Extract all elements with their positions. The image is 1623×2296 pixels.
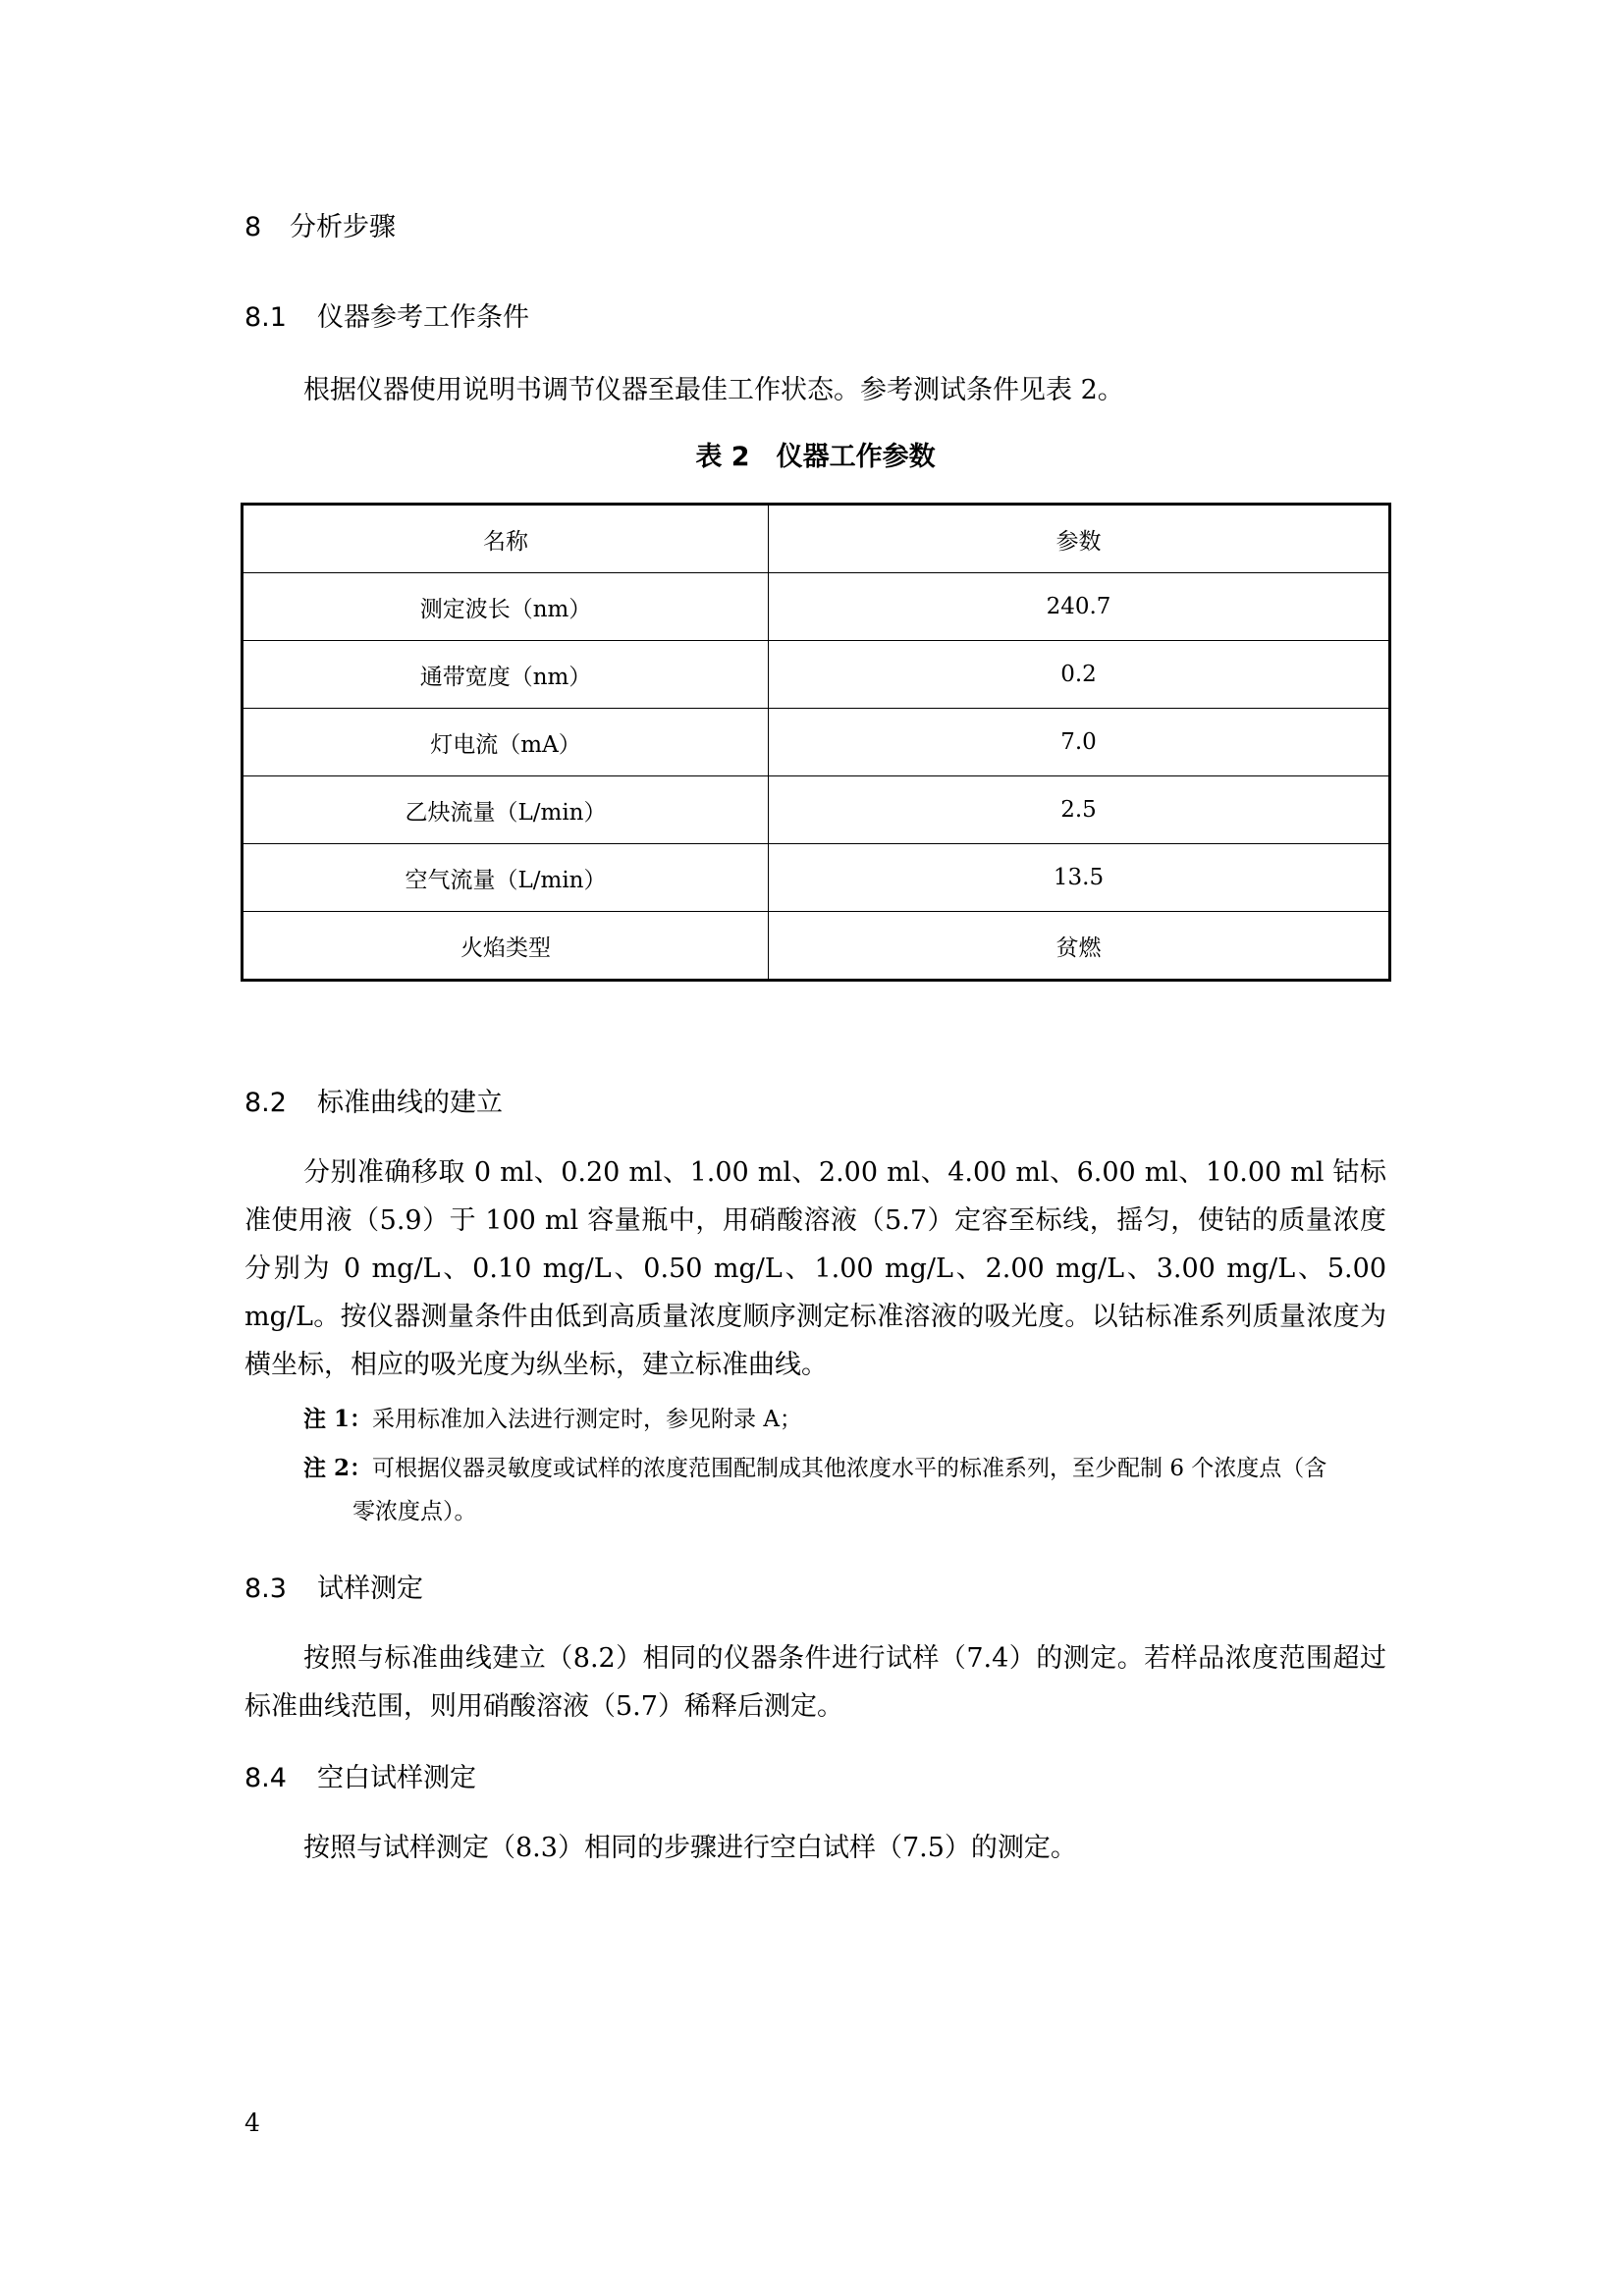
table-row	[243, 641, 1390, 709]
note-1	[303, 1398, 1386, 1441]
note-2	[303, 1447, 1386, 1533]
section-title: 试样测定	[317, 1574, 423, 1604]
section-8-3-paragraph: 按照与标准曲线建立（8.2）相同的仪器条件进行试样（7.4）的测定。若样品浓度范围超过标准曲线范围，则用硝酸溶液（5.7）稀释后测定。	[244, 1643, 1386, 1722]
section-number: 8.2	[244, 1088, 287, 1118]
table-caption: 表 2 仪器工作参数	[695, 442, 936, 472]
section-title: 空白试样测定	[317, 1763, 476, 1793]
table-row	[243, 912, 1390, 981]
param-name: 测定波长（nm）	[243, 573, 769, 641]
param-value: 0.2	[769, 641, 1390, 709]
section-8-4-heading	[244, 1761, 476, 1796]
note-label: 注 2：	[303, 1455, 373, 1481]
table-row	[243, 776, 1390, 844]
section-title: 分析步骤	[290, 212, 396, 242]
table-row	[243, 709, 1390, 776]
table-row	[243, 573, 1390, 641]
note-text: 可根据仪器灵敏度或试样的浓度范围配制成其他浓度水平的标准系列，至少配制 6 个浓度点（含	[372, 1456, 1327, 1481]
section-8-2-paragraph: 分别准确移取 0 ml、0.20 ml、1.00 ml、2.00 ml、4.00 ml、6.00 ml、10.00 ml 钴标准使用液（5.9）于 100 ml 容量瓶中，用硝酸溶液（5.7）定容至标线，摇匀，使钴的质量浓度分别为 0 mg/L、0.10 mg/L、0.50 mg/L、1.00 mg/L、2.00 mg/L、3.00 mg/L、5.00 mg/L。按仪器测量条件由低到高质量浓度顺序测定标准溶液的吸光度。以钴标准系列质量浓度为横坐标，相应的吸光度为纵坐标，建立标准曲线。	[244, 1157, 1386, 1380]
instrument-parameters-table	[241, 503, 1391, 982]
table-row	[243, 844, 1390, 912]
note-continuation: 零浓度点）。	[352, 1499, 477, 1524]
header-name: 名称	[243, 505, 769, 573]
param-value: 240.7	[769, 573, 1390, 641]
section-number: 8.1	[244, 302, 287, 333]
table-header-row	[243, 505, 1390, 573]
header-value: 参数	[769, 505, 1390, 573]
param-value: 13.5	[769, 844, 1390, 912]
section-8-1-paragraph: 根据仪器使用说明书调节仪器至最佳工作状态。参考测试条件见表 2。	[303, 375, 1124, 405]
param-value: 贫燃	[769, 912, 1390, 981]
section-number: 8.4	[244, 1763, 287, 1793]
section-8-3-heading	[244, 1572, 423, 1607]
param-name: 火焰类型	[243, 912, 769, 981]
param-name: 乙炔流量（L/min）	[243, 776, 769, 844]
section-title: 仪器参考工作条件	[317, 302, 529, 333]
section-8-4-paragraph: 按照与试样测定（8.3）相同的步骤进行空白试样（7.5）的测定。	[303, 1833, 1077, 1863]
param-name: 灯电流（mA）	[243, 709, 769, 776]
page-number: 4	[244, 2109, 260, 2137]
section-8-1-heading	[244, 300, 529, 336]
param-value: 2.5	[769, 776, 1390, 844]
section-number: 8	[244, 212, 262, 242]
param-value: 7.0	[769, 709, 1390, 776]
param-name: 通带宽度（nm）	[243, 641, 769, 709]
section-title: 标准曲线的建立	[317, 1088, 503, 1118]
section-8-2-heading	[244, 1086, 503, 1121]
note-label: 注 1：	[303, 1406, 373, 1432]
section-8-heading	[244, 210, 396, 245]
section-number: 8.3	[244, 1574, 287, 1604]
note-text: 采用标准加入法进行测定时，参见附录 A；	[372, 1407, 802, 1432]
param-name: 空气流量（L/min）	[243, 844, 769, 912]
